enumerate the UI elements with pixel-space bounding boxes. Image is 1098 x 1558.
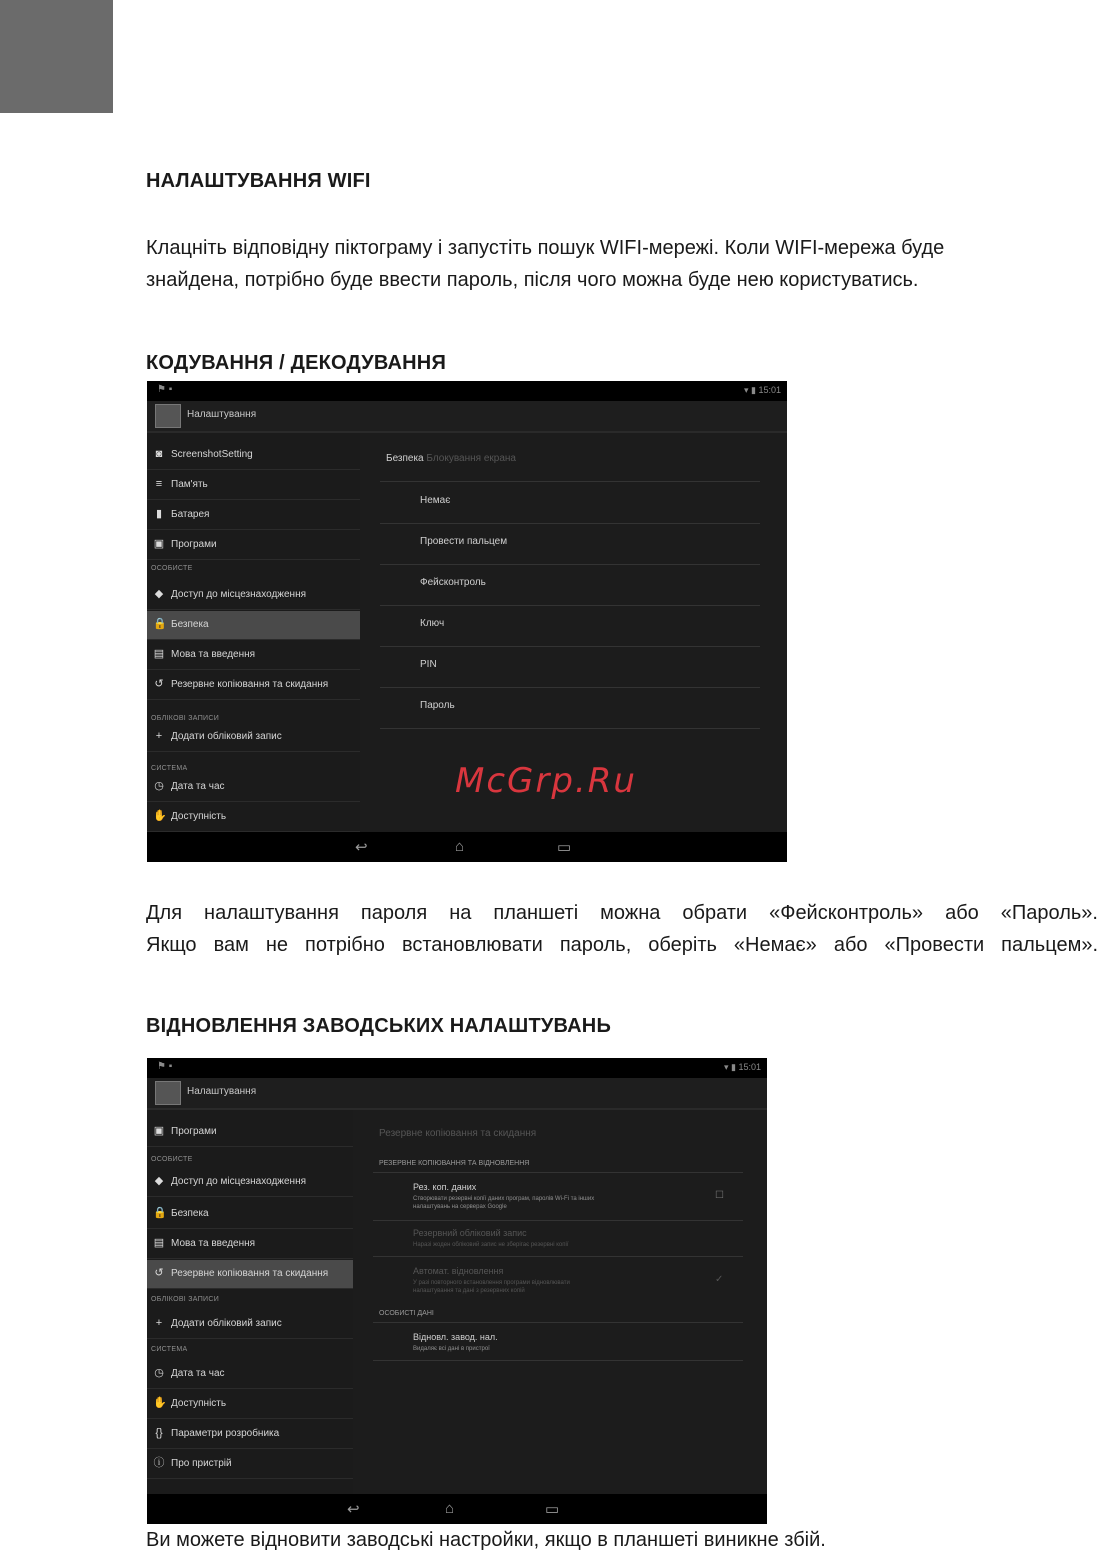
security-screenshot <box>147 381 787 862</box>
settings-item-label: Додати обліковий запис <box>171 1318 282 1329</box>
back-icon[interactable]: ↩ <box>355 839 368 856</box>
settings-item[interactable] <box>147 611 360 640</box>
settings-item-label: Параметри розробника <box>171 1428 280 1439</box>
settings-item-label: Програми <box>171 539 217 550</box>
settings-item[interactable] <box>147 803 360 832</box>
encoding-para-line1: Для налаштування пароля на планшеті можна обрати «Фейсконтроль» або «Пароль». <box>146 902 1098 924</box>
nav-bar <box>147 1494 767 1524</box>
status-time: ▾ ▮ 15:01 <box>723 1062 761 1072</box>
settings-item-label: Пам'ять <box>171 479 208 490</box>
section-header: ОБЛІКОВІ ЗАПИСИ <box>151 1296 220 1303</box>
lock-option[interactable]: Пароль <box>420 700 455 711</box>
clock-icon: ◷ <box>154 780 164 792</box>
backup-icon: ↺ <box>154 1267 164 1279</box>
divider <box>373 1256 743 1257</box>
divider <box>373 1220 743 1221</box>
lock-option[interactable]: Фейсконтроль <box>420 577 486 588</box>
info-icon: ⓘ <box>153 1457 165 1469</box>
apps-icon: ▣ <box>153 538 165 550</box>
watermark: McGrp.Ru <box>455 761 637 801</box>
settings-item[interactable] <box>147 441 360 470</box>
settings-item[interactable] <box>147 773 360 802</box>
backup-pane <box>353 1110 767 1494</box>
status-bar <box>147 1058 767 1078</box>
settings-item[interactable] <box>147 1168 353 1197</box>
lock-icon: 🔒 <box>153 1207 167 1219</box>
back-icon[interactable]: ↩ <box>347 1501 360 1518</box>
settings-item-label: Мова та введення <box>171 1238 256 1249</box>
settings-item-label: Програми <box>171 1126 217 1137</box>
settings-item[interactable] <box>147 723 360 752</box>
backup-data-desc1: Створювати резервні копії даних програм, паролів Wi-Fi та інших <box>413 1196 595 1202</box>
storage-icon: ≡ <box>155 478 163 490</box>
auto-restore-check: ✓ <box>715 1274 724 1285</box>
section-header: СИСТЕМА <box>151 1346 188 1353</box>
factory-reset-desc: Видаляє всі дані в пристрої <box>413 1346 490 1352</box>
settings-item[interactable] <box>147 1420 353 1449</box>
clock-text: 15:01 <box>738 1062 761 1072</box>
encoding-paragraph <box>146 897 1098 961</box>
group-backup: РЕЗЕРВНЕ КОПІЮВАННЯ ТА ВІДНОВЛЕННЯ <box>379 1160 530 1167</box>
hand-icon: ✋ <box>153 810 167 822</box>
divider <box>373 1322 743 1323</box>
section-header: ОСОБИСТЕ <box>151 565 193 572</box>
settings-item[interactable] <box>147 641 360 670</box>
pane-title: Резервне копіювання та скидання <box>379 1128 537 1139</box>
settings-item-label: Доступ до місцезнаходження <box>171 1176 307 1187</box>
divider <box>380 523 760 524</box>
settings-item[interactable] <box>147 501 360 530</box>
battery-icon: ▮ <box>155 508 163 520</box>
location-icon: ◆ <box>154 588 164 600</box>
settings-item-label: Мова та введення <box>171 649 256 660</box>
apps-icon: ▣ <box>153 1125 165 1137</box>
action-bar <box>147 401 787 433</box>
language-icon: ▤ <box>153 1237 165 1249</box>
camera-icon: ◙ <box>155 448 163 460</box>
settings-item-label: Додати обліковий запис <box>171 731 282 742</box>
backup-account-desc: Наразі жоден обліковий запис не зберігає резервні копії <box>413 1242 569 1248</box>
recents-icon[interactable]: ▭ <box>557 839 572 856</box>
encoding-heading: КОДУВАННЯ / ДЕКОДУВАННЯ <box>146 352 447 374</box>
settings-item[interactable] <box>147 1118 353 1147</box>
backup-screenshot <box>147 1058 767 1524</box>
settings-item-label: Доступ до місцезнаходження <box>171 589 307 600</box>
plus-icon: + <box>155 1317 163 1329</box>
settings-item-label: Батарея <box>171 509 210 520</box>
settings-item-label: Резервне копіювання та скидання <box>171 1268 329 1279</box>
settings-list <box>147 1110 353 1494</box>
hand-icon: ✋ <box>153 1397 167 1409</box>
location-icon: ◆ <box>154 1175 164 1187</box>
breadcrumb <box>386 453 516 464</box>
settings-item-label: Резервне копіювання та скидання <box>171 679 329 690</box>
divider <box>373 1360 743 1361</box>
breadcrumb-title: Безпека <box>386 453 424 464</box>
app-title: Налаштування <box>187 409 257 420</box>
wifi-para-line2: знайдена, потрібно буде ввести пароль, після чого можна буде нею користуватись. <box>146 269 919 291</box>
lock-option[interactable]: Провести пальцем <box>420 536 508 547</box>
settings-item-label: Дата та час <box>171 1368 225 1379</box>
settings-item-label: Дата та час <box>171 781 225 792</box>
backup-data-desc2: налаштувань на серверах Google <box>413 1204 507 1210</box>
settings-item-label: Про пристрій <box>171 1458 232 1469</box>
settings-item[interactable] <box>147 1450 353 1479</box>
section-header: ОБЛІКОВІ ЗАПИСИ <box>151 715 220 722</box>
divider <box>380 687 760 688</box>
group-personal: ОСОБИСТІ ДАНІ <box>379 1310 434 1317</box>
settings-app-icon[interactable] <box>155 404 181 428</box>
breadcrumb-sub: Блокування екрана <box>426 453 516 464</box>
nav-bar <box>147 832 787 862</box>
settings-item[interactable] <box>147 1310 353 1339</box>
settings-item[interactable] <box>147 1360 353 1389</box>
backup-icon: ↺ <box>154 678 164 690</box>
lock-option[interactable]: PIN <box>420 659 437 670</box>
divider <box>380 605 760 606</box>
settings-item[interactable] <box>147 1200 353 1229</box>
lock-option[interactable]: Ключ <box>420 618 445 629</box>
settings-item-label: Доступність <box>171 1398 227 1409</box>
code-icon: {} <box>155 1427 163 1439</box>
settings-item[interactable] <box>147 531 360 560</box>
settings-item-label: Доступність <box>171 811 227 822</box>
auto-restore-title: Автомат. відновлення <box>413 1266 504 1276</box>
recents-icon[interactable]: ▭ <box>545 1501 560 1518</box>
action-bar <box>147 1078 767 1110</box>
settings-item[interactable] <box>147 581 360 610</box>
plus-icon: + <box>155 730 163 742</box>
backup-account-title: Резервний обліковий запис <box>413 1228 527 1238</box>
factory-caption: Ви можете відновити заводські настройки, якщо в планшеті виникне збій. <box>146 1529 826 1551</box>
lock-option[interactable]: Немає <box>420 495 451 506</box>
divider <box>380 481 760 482</box>
language-icon: ▤ <box>153 648 165 660</box>
wifi-paragraph <box>146 232 1098 296</box>
factory-reset-title[interactable]: Відновл. завод. нал. <box>413 1332 498 1342</box>
settings-item[interactable] <box>147 1390 353 1419</box>
settings-item-label: ScreenshotSetting <box>171 449 253 460</box>
wifi-heading: НАЛАШТУВАННЯ WIFI <box>146 170 371 192</box>
settings-item-label: Безпека <box>171 619 209 630</box>
backup-checkbox[interactable]: ☐ <box>715 1190 724 1201</box>
home-icon[interactable]: ⌂ <box>445 1500 455 1517</box>
clock-icon: ◷ <box>154 1367 164 1379</box>
backup-data-title[interactable]: Рез. коп. даних <box>413 1182 477 1192</box>
settings-item[interactable] <box>147 1260 353 1289</box>
section-header: ОСОБИСТЕ <box>151 1156 193 1163</box>
factory-heading: ВІДНОВЛЕННЯ ЗАВОДСЬКИХ НАЛАШТУВАНЬ <box>146 1015 612 1037</box>
wifi-para-line1: Клацніть відповідну піктограму і запустіть пошук WIFI-мережі. Коли WIFI-мережа буде <box>146 237 945 259</box>
divider <box>380 564 760 565</box>
home-icon[interactable]: ⌂ <box>455 838 465 855</box>
divider <box>373 1172 743 1173</box>
settings-item[interactable] <box>147 671 360 700</box>
status-time: ▾ ▮ 15:01 <box>743 385 781 395</box>
auto-restore-desc1: У разі повторного встановлення програми відновлювати <box>413 1280 570 1286</box>
lock-icon: 🔒 <box>153 618 167 630</box>
clock-text: 15:01 <box>758 385 781 395</box>
notification-icons: ⚑ ▪ <box>157 1061 173 1072</box>
auto-restore-desc2: налаштування та дані з резервних копій <box>413 1288 525 1294</box>
status-bar <box>147 381 787 401</box>
notification-icons: ⚑ ▪ <box>157 384 173 395</box>
settings-item[interactable] <box>147 471 360 500</box>
corner-block <box>0 0 113 113</box>
section-header: СИСТЕМА <box>151 765 188 772</box>
settings-item-label: Безпека <box>171 1208 209 1219</box>
encoding-para-line2: Якщо вам не потрібно встановлювати пароль, оберіть «Немає» або «Провести пальцем». <box>146 934 1098 956</box>
divider <box>380 646 760 647</box>
settings-item[interactable] <box>147 1230 353 1259</box>
settings-list <box>147 433 360 832</box>
divider <box>380 728 760 729</box>
settings-app-icon[interactable] <box>155 1081 181 1105</box>
app-title: Налаштування <box>187 1086 257 1097</box>
